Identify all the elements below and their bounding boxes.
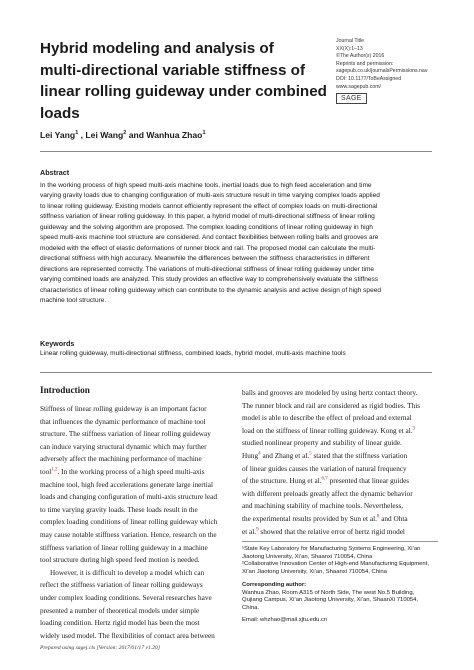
abstract-line: directional stiffness with high accuracy. Meanwhile the differences between the stiffness characteristics in different <box>40 255 370 263</box>
citation-link[interactable]: 5 <box>309 451 312 457</box>
title-line: multi-directional variable stiffness of <box>40 61 305 79</box>
citation-link[interactable]: 3 <box>412 426 416 432</box>
citation-link[interactable]: 4 <box>258 451 261 457</box>
body-line: loading condition. Hertz rigid model has been the most <box>40 619 200 628</box>
body-text: load on the stiffness of linear rolling guideway. Kong et al. <box>242 426 413 435</box>
abstract-line: varying gravity loads due to changing configuration of multi-axis structure result in time varying complex loads applied <box>40 192 380 200</box>
citation-link[interactable]: 1,2 <box>51 467 58 473</box>
abstract-line: characteristics of linear rolling guideway which can contribute to the dynamic analysis and active design of high speed <box>40 286 381 294</box>
body-text: the experimental results provided by Sun et al. <box>242 514 377 523</box>
sage-logo: SAGE <box>336 93 367 104</box>
body-line: tool structure during high speed feed motion is needed. <box>40 556 200 565</box>
journal-meta <box>336 38 464 104</box>
body-line: widely used model. The flexibilities of contact area between <box>40 631 215 640</box>
abstract-line: machine tool structure. <box>40 296 107 304</box>
corresponding-author-heading: Corresponding author: <box>242 581 307 588</box>
abstract-line: stiffness variation of linear rolling guideway. In this paper, a hybrid model of multi-directional stiffness of linear rolling <box>40 213 375 221</box>
abstract-line: directions are represented correctly. The variations of multi-directional stiffness of linear rolling guideway under time <box>40 265 375 273</box>
body-line <box>242 475 438 488</box>
affiliation-line: Jiaotong University, Xi’an, Shaanxi 710054, China <box>242 553 373 560</box>
abstract-body <box>40 181 440 306</box>
body-text: . In the working process of a high speed multi-axis <box>57 467 205 476</box>
affiliation-line: Xi’an Jiaotong University, Xi’an, Shaanxi 710054, China <box>242 569 387 576</box>
title-line: linear rolling guideway under combined <box>40 83 327 100</box>
author-name: Wanhua Zhao <box>146 130 203 140</box>
citation-link[interactable]: 6,7 <box>321 476 328 482</box>
permissions-url[interactable]: sagepub.co.uk/journalsPermissions.nav <box>336 68 428 75</box>
body-line: Stiffness of linear rolling guideway is an important factor <box>40 405 207 413</box>
body-line <box>242 450 438 463</box>
page-footer: Prepared using sagej.cls [Version: 2017/01/17 v1.20] <box>40 645 160 651</box>
abstract-line: to linear rolling guideway. Existing models cannot efficiently represent the effect of complex loads on multi-directional <box>40 202 378 210</box>
body-text: and Ohta <box>379 514 408 523</box>
body-line: can induce varying structural dynamic which may further <box>40 442 207 451</box>
abstract-line: guideway and the solving algorithm are proposed. The complex loading conditions of linear rolling guideway in high <box>40 223 373 231</box>
body-text: presented that linear guides <box>327 477 410 486</box>
body-line: and machining stability of machine tools. Nevertheless, <box>242 502 404 511</box>
body-line: model is able to describe the effect of preload and external <box>242 414 412 423</box>
citation-link[interactable]: 8 <box>376 514 380 520</box>
body-line: that influences the dynamic performance of machine tool <box>40 417 206 426</box>
journal-volume: XX(X):1–13 <box>336 45 363 52</box>
affiliation-line: ²Collaborative Innovation Center of High-end Manufacturing Equipment, <box>242 561 429 568</box>
address-line: China. <box>242 604 260 611</box>
body-text: of the structure. Hung et al. <box>242 477 322 486</box>
body-text: and Zhang et al. <box>260 451 310 460</box>
affiliation-marker: 1 <box>202 130 206 137</box>
abstract-line: In the working process of high speed multi-axis machine tools, inertial loads due to high feed acceleration and time <box>40 182 372 189</box>
body-line: studied nonlinear property and stability of linear guide. <box>242 439 402 448</box>
body-line: machine tool, high feed accelerations generate large inertial <box>40 480 213 489</box>
paper-title <box>40 38 330 124</box>
title-line: Hybrid modeling and analysis of <box>40 40 274 57</box>
body-line <box>242 526 438 539</box>
author-separator: , <box>78 130 86 140</box>
abstract-heading: Abstract <box>40 168 70 177</box>
body-line: structure. The stiffness variation of linear rolling guideway <box>40 430 211 439</box>
address-line: Qujiang Campus, Xi’an Jiaotong University, Xi’an, ShaanXi 710054, <box>242 597 419 604</box>
body-text: et al. <box>242 527 257 536</box>
body-column-right <box>242 387 438 538</box>
keywords-list: Linear rolling guideway, multi-directional stiffness, combined loads, hybrid model, multi-axis machine tools <box>40 350 346 357</box>
journal-title: Journal Title <box>336 38 364 44</box>
title-line: loads <box>40 104 80 122</box>
body-line: may cause notable stiffness variation. Hence, research on the <box>40 530 217 539</box>
body-line: under complex loading conditions. Several researches have <box>40 593 212 602</box>
affiliation-marker: 1 <box>75 130 79 137</box>
affiliation-marker: 2 <box>123 130 127 137</box>
body-line: balls and grooves are modeled by using hertz contact theory. <box>242 389 418 397</box>
citation-link[interactable]: 9 <box>256 527 259 533</box>
body-line: complex loading conditions of linear rolling guideway which <box>40 518 218 527</box>
body-line <box>242 513 438 526</box>
affiliation-line: ¹State Key Laboratory for Manufacturing Systems Engineering, Xi’an <box>242 546 421 552</box>
body-text: showed that the relative error of hertz rigid model <box>258 527 405 536</box>
copyright: ©The Author(s) 2016 <box>336 53 385 60</box>
abstract-line: speed multi-axis machine tool structure are considered. And contact flexibilities between rolling balls and grooves are <box>40 234 379 242</box>
body-text: stated that the stiffness variation <box>311 451 408 460</box>
author-name: Lei Wang <box>85 130 124 140</box>
body-line: to time varying gravity loads. These loads result in the <box>40 505 198 514</box>
footnote-divider <box>242 541 438 542</box>
body-line: However, it is difficult to develop a model which can <box>50 568 205 577</box>
body-line: stiffness variation of linear rolling guideway in a machine <box>40 543 208 552</box>
body-line <box>242 425 438 438</box>
divider <box>40 372 432 373</box>
body-line <box>40 466 230 479</box>
author-name: Lei Yang <box>40 130 76 140</box>
body-line: presented a number of theoretical models under simple <box>40 606 200 615</box>
reprints-label: Reprints and permission: <box>336 60 394 67</box>
body-column-left <box>40 403 230 642</box>
keywords-heading: Keywords <box>40 339 75 348</box>
affiliations-block <box>242 546 442 624</box>
author-list <box>40 130 206 140</box>
body-line: The runner block and rail are considered as rigid bodies. This <box>242 401 421 410</box>
body-line: adversely affect the machining performance of machine <box>40 455 202 464</box>
email-link[interactable]: Email: whzhao@mail.xjtu.edu.cn <box>242 616 328 623</box>
publisher-url[interactable]: www.sagepub.com/ <box>336 83 381 90</box>
body-line: with different preloads greatly affect the dynamic behavior <box>242 489 413 498</box>
body-text: tool <box>40 467 52 476</box>
section-heading-introduction: Introduction <box>40 385 90 395</box>
body-text: Hung <box>242 451 259 460</box>
body-line: loads and changing configuration of multi-axis structure lead <box>40 493 217 502</box>
abstract-line: modeled with the effect of elastic deformations of runner block and rail. The proposed model can calculate the multi- <box>40 244 376 252</box>
body-line: reflect the stiffness variation of linear rolling guideways <box>40 581 203 590</box>
body-line: of linear guides causes the variation of natural frequency <box>242 464 407 473</box>
author-separator: and <box>126 130 147 140</box>
abstract-line: varying combined loads are analyzed. This study provides an effective way to comprehensively evaluate the stiffness <box>40 276 379 284</box>
divider <box>40 151 432 152</box>
doi[interactable]: DOI: 10.1177/ToBeAssigned <box>336 75 402 82</box>
address-line: Wanhua Zhao, Room A315 of North Side, The west No.5 Building, <box>242 589 415 596</box>
